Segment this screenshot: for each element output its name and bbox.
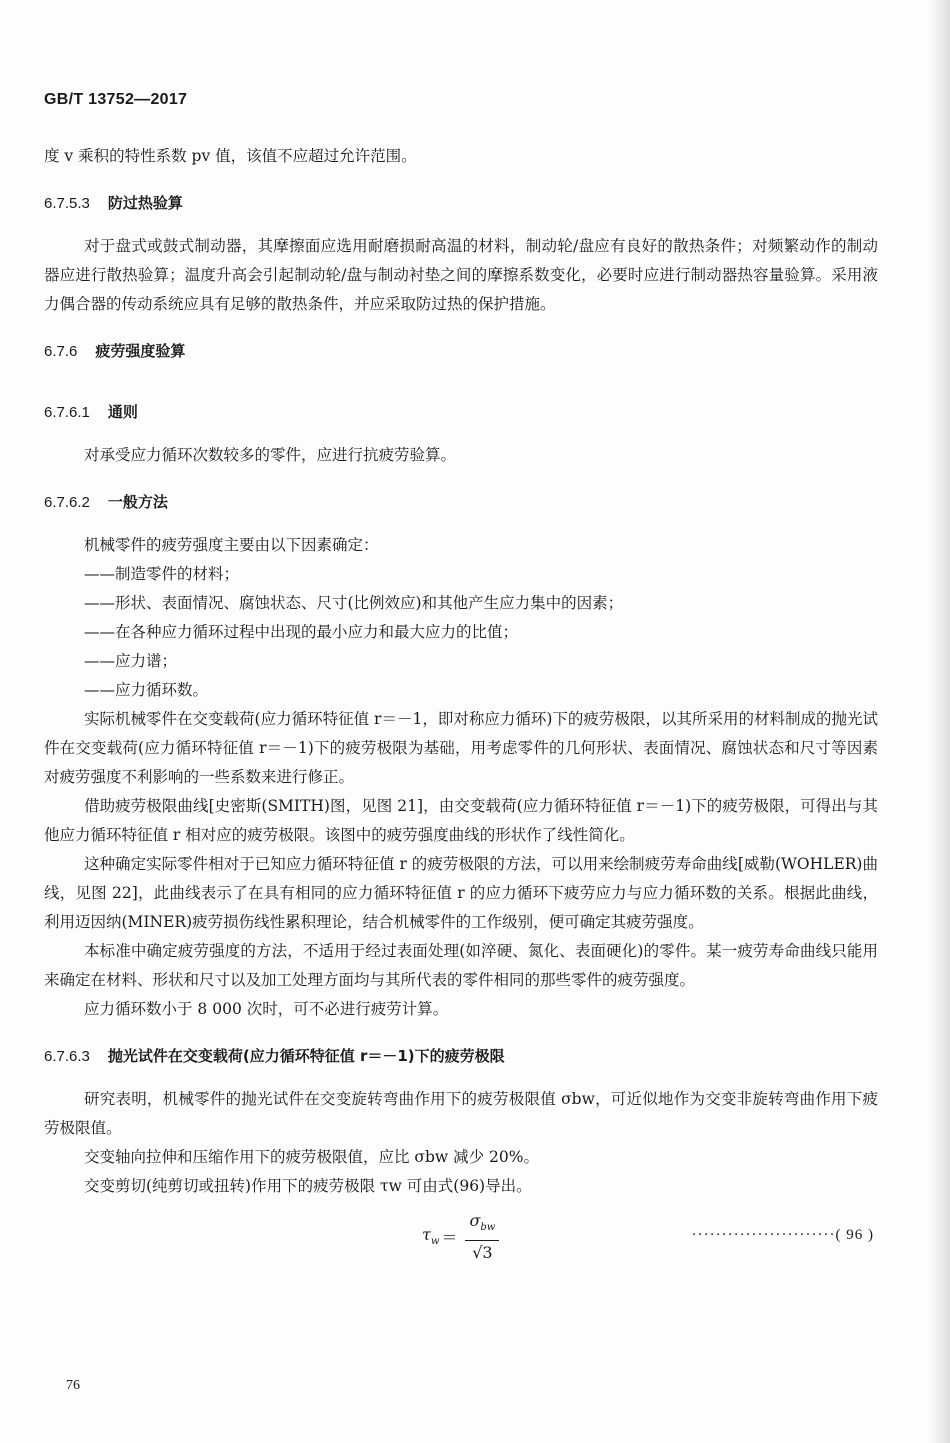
document-body [44, 142, 878, 1269]
section-number: 6.7.6.3 [44, 1048, 90, 1065]
body-paragraph: 交变轴向拉伸和压缩作用下的疲劳极限值，应比 σbw 减少 20%。 [84, 1148, 540, 1166]
spacer [44, 366, 878, 380]
spacer [44, 319, 878, 337]
page-number: 76 [66, 1378, 80, 1393]
section-title: 抛光试件在交变载荷(应力循环特征值 r＝－1)下的疲劳极限 [107, 1047, 505, 1065]
section-number: 6.7.6.2 [44, 494, 90, 511]
section-number: 6.7.5.3 [44, 195, 90, 212]
body-paragraph: ——在各种应力循环过程中出现的最小应力和最大应力的比值； [84, 623, 519, 641]
body-paragraph: 对承受应力循环次数较多的零件，应进行抗疲劳验算。 [84, 446, 457, 464]
body-paragraph: 实际机械零件在交变载荷(应力循环特征值 r＝－1，即对称应力循环)下的疲劳极限，以其所采用的材料制成的抛光试件在交变载荷(应力循环特征值 r＝－1)下的疲劳极限为基础，用考虑零件的几何形状、表面情况、腐蚀状态和尺寸等因素对疲劳强度不利影响的一些系数来进行修正。 [44, 710, 878, 786]
body-paragraph: 这种确定实际零件相对于已知应力循环特征值 r 的疲劳极限的方法，可以用来绘制疲劳寿命曲线[威勒(WOHLER)曲线，见图 22]，此曲线表示了在具有相同的应力循环特征值 r 的应力循环下疲劳应力与应力循环数的关系。根据此曲线，利用迈因纳(MINER)疲劳损伤线性累积理论，结合机械零件的工作级别，便可确定其疲劳强度。 [44, 855, 878, 931]
leader-dots: ························ [691, 1227, 836, 1243]
body-paragraph: 对于盘式或鼓式制动器，其摩擦面应选用耐磨损耐高温的材料，制动轮/盘应有良好的散热条件；对频繁动作的制动器应进行散热验算；温度升高会引起制动轮/盘与制动衬垫之间的摩擦系数变化，必要时应进行制动器热容量验算。采用液力偶合器的传动系统应具有足够的散热条件，并应采取防过热的保护措施。 [44, 237, 878, 313]
section-heading [44, 488, 878, 517]
spacer [44, 218, 878, 232]
equation-number [692, 1221, 874, 1250]
standard-code-header: GB/T 13752—2017 [44, 91, 188, 108]
section-heading [44, 1042, 878, 1071]
section-title: 通则 [107, 403, 138, 421]
body-paragraph: 度 v 乘积的特性系数 pv 值，该值不应超过允许范围。 [44, 147, 417, 165]
body-paragraph: 借助疲劳极限曲线[史密斯(SMITH)图，见图 21]，由交变载荷(应力循环特征值 r＝－1)下的疲劳极限，可得出与其他应力循环特征值 r 相对应的疲劳极限。该图中的疲劳强度曲线的形状作了线性简化。 [44, 797, 878, 844]
equation-96 [44, 1207, 878, 1269]
body-paragraph: ——形状、表面情况、腐蚀状态、尺寸(比例效应)和其他产生应力集中的因素； [84, 594, 624, 612]
body-paragraph: 交变剪切(纯剪切或扭转)作用下的疲劳极限 τw 可由式(96)导出。 [84, 1177, 532, 1195]
body-paragraph: 应力循环数小于 8 000 次时，可不必进行疲劳计算。 [84, 1000, 449, 1018]
section-number: 6.7.6.1 [44, 404, 90, 421]
section-title: 一般方法 [107, 493, 168, 511]
formula-denominator: √3 [472, 1243, 493, 1263]
spacer [44, 171, 878, 189]
section-heading [44, 337, 878, 366]
section-heading [44, 189, 878, 218]
formula-fraction [465, 1211, 499, 1264]
spacer [44, 1024, 878, 1042]
spacer [44, 427, 878, 441]
spacer [44, 1071, 878, 1085]
body-paragraph: 本标准中确定疲劳强度的方法，不适用于经过表面处理(如淬硬、氮化、表面硬化)的零件。某一疲劳寿命曲线只能用来确定在材料、形状和尺寸以及加工处理方面均与其所代表的零件相同的那些零件的疲劳强度。 [44, 942, 878, 989]
formula-numerator: $\sigma_{bw}$ [465, 1211, 499, 1241]
section-title: 疲劳强度验算 [95, 342, 186, 360]
body-paragraph: ——应力循环数。 [84, 681, 209, 699]
formula-lhs: $\tau_w$ [422, 1224, 440, 1247]
body-paragraph: ——应力谱； [84, 652, 178, 670]
formula-equals: ＝ [441, 1228, 458, 1248]
section-number: 6.7.6 [44, 343, 78, 360]
spacer [44, 517, 878, 531]
section-title: 防过热验算 [107, 194, 183, 212]
spacer [44, 380, 878, 398]
equation-label: ( 96 ) [835, 1227, 874, 1243]
body-paragraph: 机械零件的疲劳强度主要由以下因素确定： [84, 536, 379, 554]
spacer [44, 470, 878, 488]
section-heading [44, 398, 878, 427]
body-paragraph: 研究表明，机械零件的抛光试件在交变旋转弯曲作用下的疲劳极限值 σbw，可近似地作为交变非旋转弯曲作用下疲劳极限值。 [44, 1090, 878, 1137]
body-paragraph: ——制造零件的材料； [84, 565, 240, 583]
page-shadow-edge [928, 0, 950, 1443]
formula [422, 1211, 499, 1264]
